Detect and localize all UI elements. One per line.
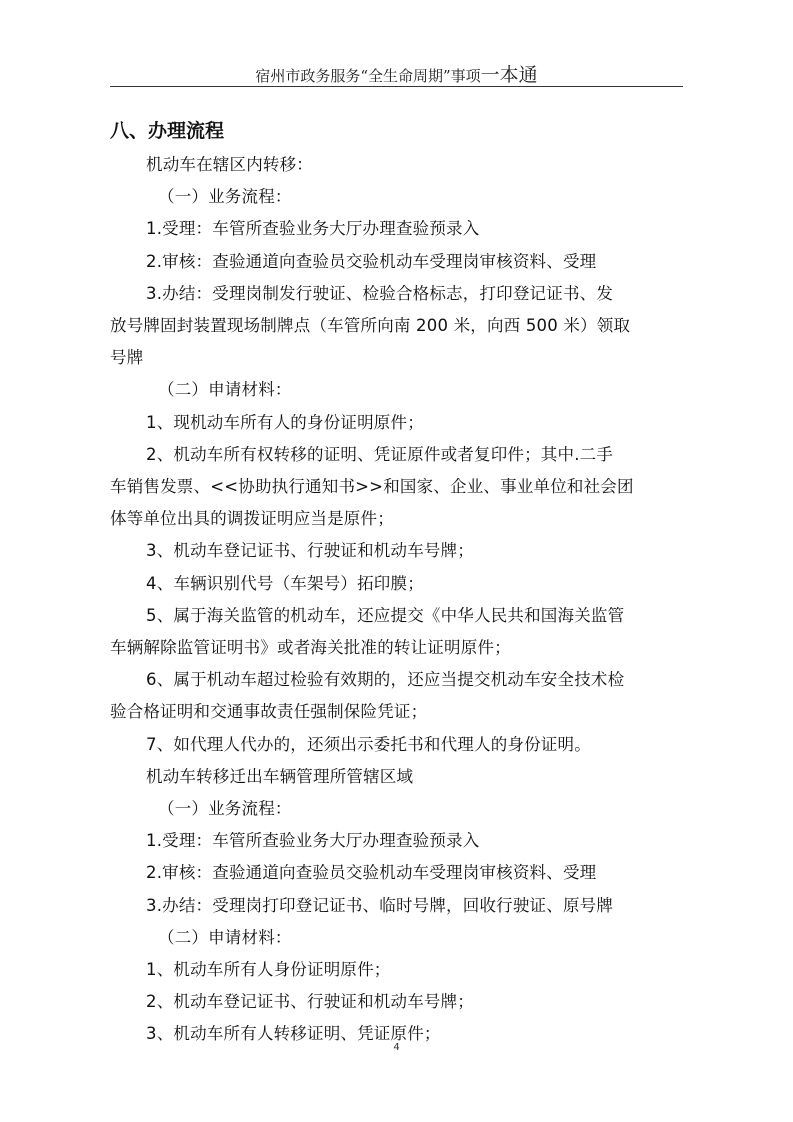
material-item: 1、机动车所有人身份证明原件；: [146, 960, 391, 980]
material-item: 3、机动车登记证书、行驶证和机动车号牌；: [146, 541, 474, 561]
material-item-continued: 车销售发票、<<协助执行通知书>>和国家、企业、事业单位和社会团: [110, 477, 634, 497]
process-step: 1.受理：车管所查验业务大厅办理查验预录入: [146, 831, 480, 851]
page-number: 4: [393, 1042, 400, 1053]
process-step-continued: 放号牌固封装置现场制牌点（车管所向南 200 米，向西 500 米）领取: [110, 316, 631, 336]
material-item: 2、机动车所有权转移的证明、凭证原件或者复印件；其中.二手: [146, 444, 614, 464]
list-heading-materials: （二）申请材料：: [158, 380, 292, 400]
material-item: 7、如代理人代办的，还须出示委托书和代理人的身份证明。: [146, 734, 591, 754]
process-step: 2.审核：查验通道向查验员交验机动车受理岗审核资料、受理: [146, 251, 597, 271]
material-item: 3、机动车所有人转移证明、凭证原件；: [146, 1024, 441, 1044]
header-title: 宿州市政务服务“全生命周期”事项: [255, 67, 481, 85]
list-heading-materials: （二）申请材料：: [158, 927, 292, 947]
material-item: 1、现机动车所有人的身份证明原件；: [146, 412, 424, 432]
material-item: 5、属于海关监管的机动车，还应提交《中华人民共和国海关监管: [146, 605, 625, 625]
list-heading-process: （一）业务流程：: [158, 799, 292, 819]
process-step: 3.办结：受理岗制发行驶证、检验合格标志，打印登记证书、发: [146, 283, 614, 303]
material-item: 2、机动车登记证书、行驶证和机动车号牌；: [146, 992, 474, 1012]
header-title-suffix: 一本通: [480, 64, 538, 86]
header-divider: [110, 86, 683, 87]
material-item: 6、属于机动车超过检验有效期的，还应当提交机动车安全技术检: [146, 670, 625, 690]
process-step: 1.受理：车管所查验业务大厅办理查验预录入: [146, 219, 480, 239]
process-step: 2.审核：查验通道向查验员交验机动车受理岗审核资料、受理: [146, 863, 597, 883]
subheading-cross-region-transfer: 机动车转移迁出车辆管理所管辖区域: [146, 766, 414, 786]
material-item-continued: 验合格证明和交通事故责任强制保险凭证；: [110, 702, 428, 722]
material-item-continued: 车辆解除监管证明书》或者海关批准的转让证明原件；: [110, 638, 511, 658]
material-item-continued: 体等单位出具的调拨证明应当是原件；: [110, 509, 394, 529]
document-body: [110, 113, 685, 1051]
process-step-continued: 号牌: [110, 348, 144, 368]
material-item: 4、车辆识别代号（车架号）拓印膜；: [146, 573, 424, 593]
running-header: [110, 60, 683, 86]
list-heading-process: （一）业务流程：: [158, 187, 292, 207]
process-step: 3.办结：受理岗打印登记证书、临时号牌，回收行驶证、原号牌: [146, 895, 614, 915]
section-title: 八、办理流程: [110, 120, 225, 142]
subheading-in-district-transfer: 机动车在辖区内转移：: [146, 155, 313, 174]
